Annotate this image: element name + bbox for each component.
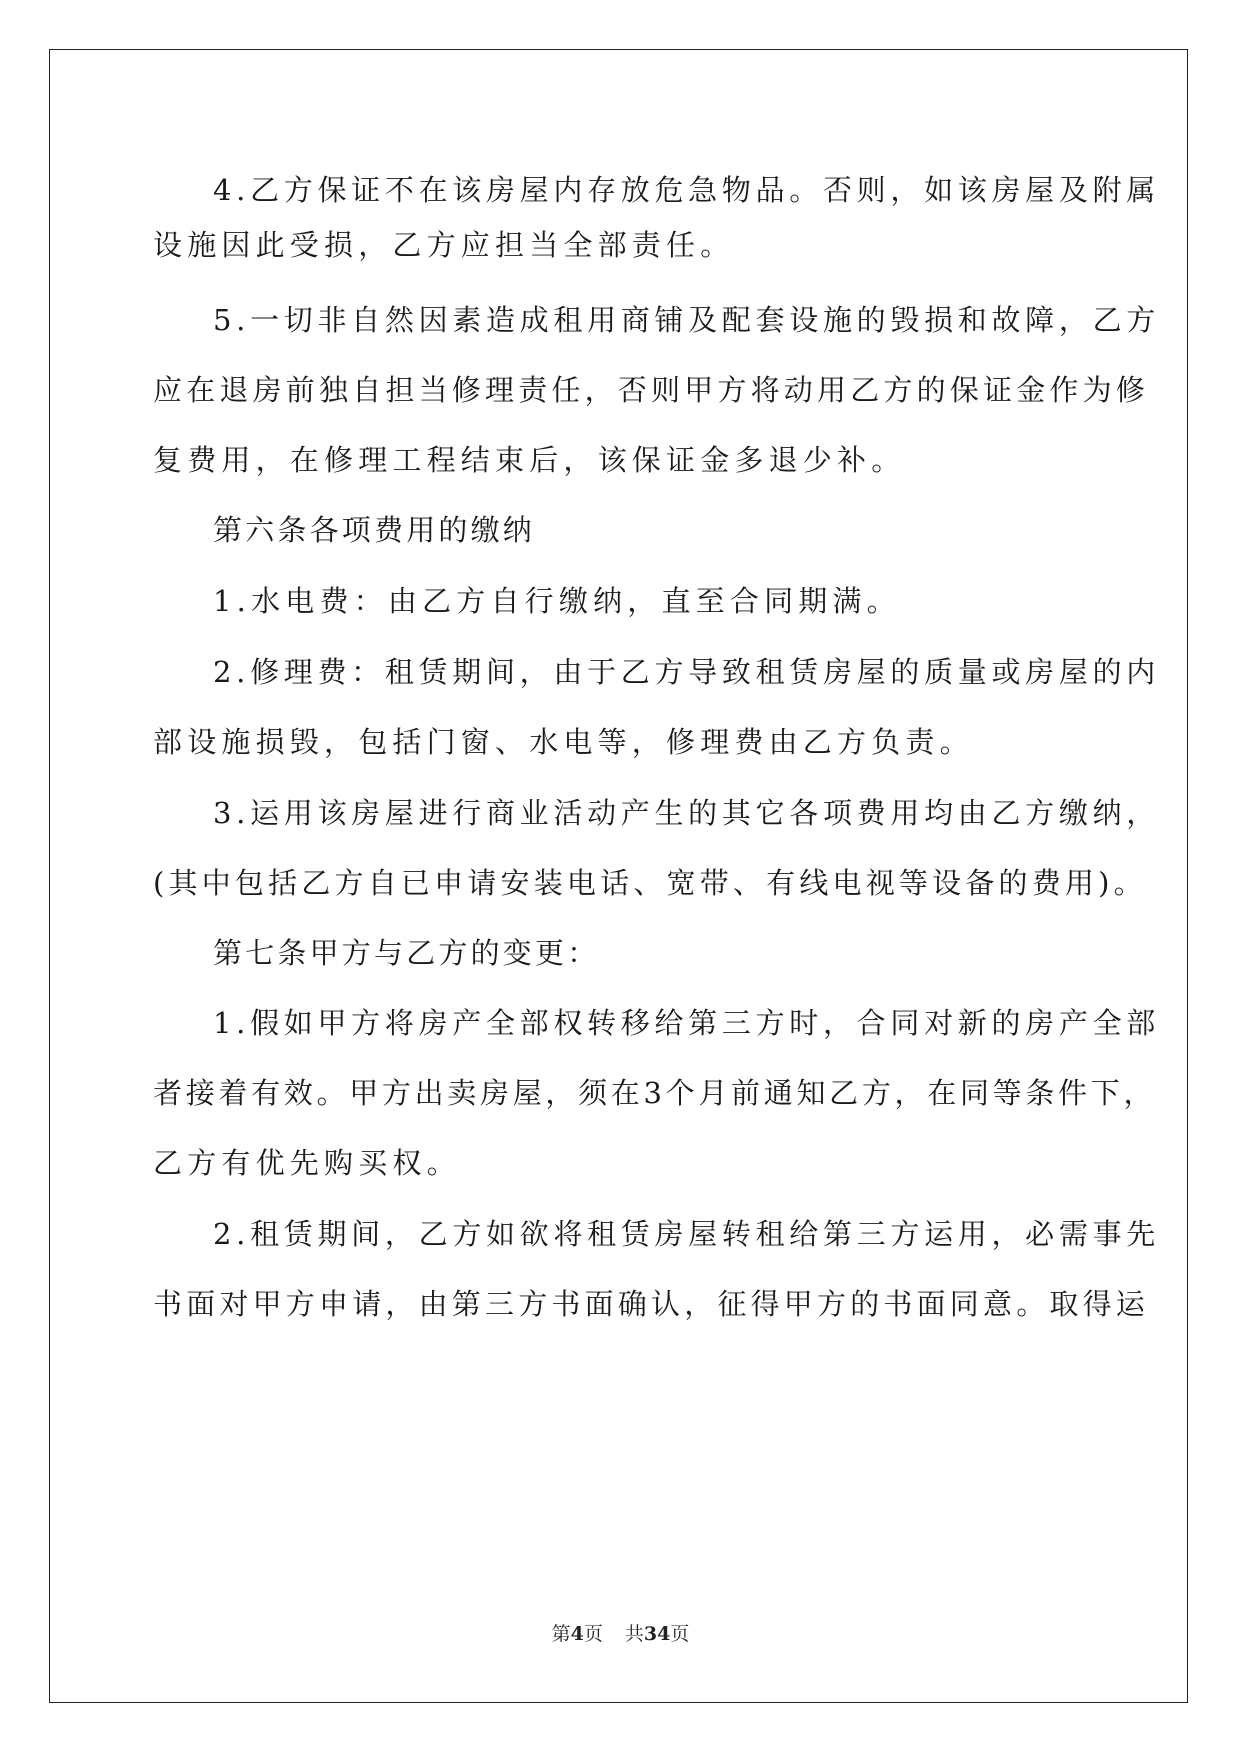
paragraph-5-line-3: 复费用，在修理工程结束后，该保证金多退少补。 xyxy=(153,443,906,477)
footer-total-prefix: 共 xyxy=(624,1623,644,1645)
footer-total-suffix: 页 xyxy=(670,1623,690,1645)
article-7-item-2-line-1: 2.租赁期间，乙方如欲将租赁房屋转租给第三方运用，必需事先 xyxy=(213,1217,1160,1251)
paragraph-5-line-2: 应在退房前独自担当修理责任，否则甲方将动用乙方的保证金作为修 xyxy=(153,373,1150,407)
paragraph-4-line-2: 设施因此受损，乙方应担当全部责任。 xyxy=(153,228,735,262)
article-6-item-2-line-1: 2.修理费：租赁期间，由于乙方导致租赁房屋的质量或房屋的内 xyxy=(213,655,1160,689)
article-7-item-2-line-2: 书面对甲方申请，由第三方书面确认，征得甲方的书面同意。取得运 xyxy=(153,1287,1150,1321)
article-6-item-1: 1.水电费：由乙方自行缴纳，直至合同期满。 xyxy=(213,584,901,618)
article-7-item-1-line-2: 者接着有效。甲方出卖房屋，须在3个月前通知乙方，在同等条件下， xyxy=(153,1076,1157,1110)
footer-total-pages: 34 xyxy=(643,1623,671,1645)
article-7-item-1-line-1: 1.假如甲方将房产全部权转移给第三方时，合同对新的房产全部 xyxy=(213,1006,1160,1040)
article-6-item-2-line-2: 部设施损毁，包括门窗、水电等，修理费由乙方负责。 xyxy=(153,725,974,759)
article-7-heading: 第七条甲方与乙方的变更： xyxy=(213,936,600,970)
footer-page-prefix: 第 xyxy=(551,1623,571,1645)
article-6-item-3-line-1: 3.运用该房屋进行商业活动产生的其它各项费用均由乙方缴纳， xyxy=(213,796,1160,830)
article-6-heading: 第六条各项费用的缴纳 xyxy=(213,513,536,547)
footer-page-suffix: 页 xyxy=(583,1623,603,1645)
article-7-item-1-line-3: 乙方有优先购买权。 xyxy=(153,1146,461,1180)
paragraph-4-line-1: 4.乙方保证不在该房屋内存放危急物品。否则，如该房屋及附属 xyxy=(213,173,1160,207)
article-6-item-3-line-2: (其中包括乙方自已申请安装电话、宽带、有线电视等设备的费用)。 xyxy=(153,866,1147,900)
page-footer xyxy=(0,1622,1241,1646)
paragraph-5-line-1: 5.一切非自然因素造成租用商铺及配套设施的毁损和故障，乙方 xyxy=(213,303,1160,337)
footer-page-number: 4 xyxy=(570,1623,584,1645)
